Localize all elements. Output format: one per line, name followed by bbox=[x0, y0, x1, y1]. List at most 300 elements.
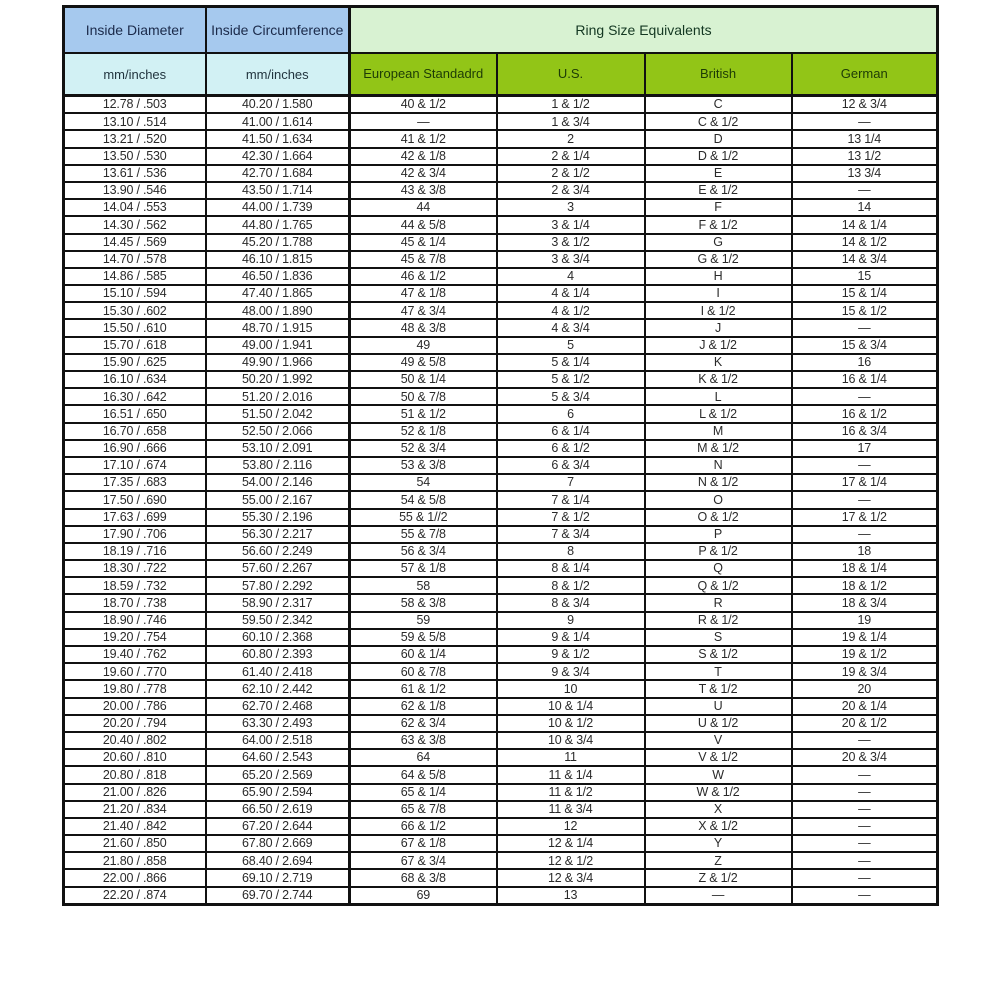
table-cell: 7 & 1/4 bbox=[497, 491, 645, 508]
table-cell: 10 & 3/4 bbox=[497, 732, 645, 749]
table-cell: 61.40 / 2.418 bbox=[206, 663, 350, 680]
table-cell: 13 bbox=[497, 887, 645, 905]
table-row bbox=[64, 234, 938, 251]
table-cell: 9 & 1/4 bbox=[497, 629, 645, 646]
table-row bbox=[64, 509, 938, 526]
table-cell: 10 & 1/2 bbox=[497, 715, 645, 732]
table-cell: 44.00 / 1.739 bbox=[206, 199, 350, 216]
table-row bbox=[64, 251, 938, 268]
table-cell: 49 bbox=[350, 337, 497, 354]
table-cell: 62.10 / 2.442 bbox=[206, 680, 350, 697]
table-cell: — bbox=[350, 113, 497, 130]
table-cell: F & 1/2 bbox=[645, 216, 792, 233]
table-cell: 46.10 / 1.815 bbox=[206, 251, 350, 268]
table-cell: 20.40 / .802 bbox=[64, 732, 206, 749]
table-cell: — bbox=[792, 113, 938, 130]
table-cell: — bbox=[792, 732, 938, 749]
table-cell: — bbox=[792, 491, 938, 508]
table-cell: C & 1/2 bbox=[645, 113, 792, 130]
table-cell: 20 & 1/2 bbox=[792, 715, 938, 732]
table-cell: 58.90 / 2.317 bbox=[206, 594, 350, 611]
table-cell: — bbox=[792, 818, 938, 835]
table-cell: 64.60 / 2.543 bbox=[206, 749, 350, 766]
subheader-circumference-units: mm/inches bbox=[206, 53, 350, 96]
table-cell: 18.90 / .746 bbox=[64, 612, 206, 629]
table-row bbox=[64, 319, 938, 336]
header-inside-circumference: Inside Circumference bbox=[206, 7, 350, 54]
table-cell: — bbox=[792, 869, 938, 886]
table-cell: 18 & 1/4 bbox=[792, 560, 938, 577]
table-cell: 14 bbox=[792, 199, 938, 216]
table-cell: 42 & 1/8 bbox=[350, 148, 497, 165]
table-cell: 49.90 / 1.966 bbox=[206, 354, 350, 371]
table-cell: 3 & 1/4 bbox=[497, 216, 645, 233]
table-cell: 5 & 3/4 bbox=[497, 388, 645, 405]
table-cell: M & 1/2 bbox=[645, 440, 792, 457]
table-cell: — bbox=[792, 457, 938, 474]
table-cell: L & 1/2 bbox=[645, 405, 792, 422]
table-cell: E bbox=[645, 165, 792, 182]
table-cell: 67.80 / 2.669 bbox=[206, 835, 350, 852]
table-row bbox=[64, 835, 938, 852]
table-cell: 17.63 / .699 bbox=[64, 509, 206, 526]
table-cell: 51.20 / 2.016 bbox=[206, 388, 350, 405]
table-cell: — bbox=[792, 388, 938, 405]
table-cell: 21.40 / .842 bbox=[64, 818, 206, 835]
table-cell: — bbox=[792, 526, 938, 543]
table-cell: 45.20 / 1.788 bbox=[206, 234, 350, 251]
table-cell: X & 1/2 bbox=[645, 818, 792, 835]
table-cell: 54 bbox=[350, 474, 497, 491]
table-cell: 49 & 5/8 bbox=[350, 354, 497, 371]
table-cell: 20.80 / .818 bbox=[64, 766, 206, 783]
table-cell: 45 & 1/4 bbox=[350, 234, 497, 251]
table-cell: 9 & 3/4 bbox=[497, 663, 645, 680]
table-cell: 13 3/4 bbox=[792, 165, 938, 182]
table-cell: 7 bbox=[497, 474, 645, 491]
table-row bbox=[64, 577, 938, 594]
table-cell: 66 & 1/2 bbox=[350, 818, 497, 835]
table-cell: 41.50 / 1.634 bbox=[206, 130, 350, 147]
table-cell: T bbox=[645, 663, 792, 680]
header-ring-size-equivalents: Ring Size Equivalents bbox=[350, 7, 938, 54]
table-cell: 20.00 / .786 bbox=[64, 698, 206, 715]
table-cell: 11 bbox=[497, 749, 645, 766]
table-cell: 42.30 / 1.664 bbox=[206, 148, 350, 165]
subheader-british: British bbox=[645, 53, 792, 96]
table-cell: 42 & 3/4 bbox=[350, 165, 497, 182]
table-row bbox=[64, 423, 938, 440]
table-cell: 13.50 / .530 bbox=[64, 148, 206, 165]
table-row bbox=[64, 388, 938, 405]
table-cell: 65.20 / 2.569 bbox=[206, 766, 350, 783]
table-cell: G & 1/2 bbox=[645, 251, 792, 268]
table-cell: 43.50 / 1.714 bbox=[206, 182, 350, 199]
table-cell: 40 & 1/2 bbox=[350, 96, 497, 114]
table-row bbox=[64, 440, 938, 457]
table-row bbox=[64, 165, 938, 182]
table-cell: 13 1/2 bbox=[792, 148, 938, 165]
table-row bbox=[64, 491, 938, 508]
table-cell: 68.40 / 2.694 bbox=[206, 852, 350, 869]
table-cell: 13 1/4 bbox=[792, 130, 938, 147]
table-cell: N bbox=[645, 457, 792, 474]
table-cell: 8 bbox=[497, 543, 645, 560]
subheader-us: U.S. bbox=[497, 53, 645, 96]
table-cell: 20 & 1/4 bbox=[792, 698, 938, 715]
table-cell: O & 1/2 bbox=[645, 509, 792, 526]
table-cell: 9 & 1/2 bbox=[497, 646, 645, 663]
table-cell: 53.80 / 2.116 bbox=[206, 457, 350, 474]
table-row bbox=[64, 354, 938, 371]
table-cell: 52 & 3/4 bbox=[350, 440, 497, 457]
table-body bbox=[64, 96, 938, 905]
table-cell: 15 & 3/4 bbox=[792, 337, 938, 354]
table-cell: 15.70 / .618 bbox=[64, 337, 206, 354]
table-row bbox=[64, 698, 938, 715]
table-cell: U & 1/2 bbox=[645, 715, 792, 732]
table-cell: 43 & 3/8 bbox=[350, 182, 497, 199]
table-cell: 15 & 1/4 bbox=[792, 285, 938, 302]
table-cell: 64 bbox=[350, 749, 497, 766]
table-cell: 13.90 / .546 bbox=[64, 182, 206, 199]
table-cell: 4 & 1/4 bbox=[497, 285, 645, 302]
table-cell: Z bbox=[645, 852, 792, 869]
table-cell: T & 1/2 bbox=[645, 680, 792, 697]
table-cell: 53.10 / 2.091 bbox=[206, 440, 350, 457]
table-cell: — bbox=[792, 835, 938, 852]
table-cell: 44.80 / 1.765 bbox=[206, 216, 350, 233]
table-row bbox=[64, 594, 938, 611]
table-cell: — bbox=[792, 784, 938, 801]
table-cell: 14 & 1/4 bbox=[792, 216, 938, 233]
table-row bbox=[64, 182, 938, 199]
table-cell: 63 & 3/8 bbox=[350, 732, 497, 749]
table-row bbox=[64, 474, 938, 491]
header-group-row bbox=[64, 7, 938, 54]
subheader-row bbox=[64, 53, 938, 96]
table-cell: 60.80 / 2.393 bbox=[206, 646, 350, 663]
table-cell: 14 & 3/4 bbox=[792, 251, 938, 268]
table-row bbox=[64, 680, 938, 697]
table-cell: 2 & 1/2 bbox=[497, 165, 645, 182]
table-cell: 54 & 5/8 bbox=[350, 491, 497, 508]
table-cell: 17.50 / .690 bbox=[64, 491, 206, 508]
table-cell: 62.70 / 2.468 bbox=[206, 698, 350, 715]
table-cell: 18.59 / .732 bbox=[64, 577, 206, 594]
table-cell: 53 & 3/8 bbox=[350, 457, 497, 474]
table-cell: 14.45 / .569 bbox=[64, 234, 206, 251]
table-cell: 66.50 / 2.619 bbox=[206, 801, 350, 818]
table-row bbox=[64, 852, 938, 869]
table-cell: 44 & 5/8 bbox=[350, 216, 497, 233]
table-cell: 8 & 1/2 bbox=[497, 577, 645, 594]
table-cell: 11 & 1/2 bbox=[497, 784, 645, 801]
table-cell: 57 & 1/8 bbox=[350, 560, 497, 577]
table-cell: 49.00 / 1.941 bbox=[206, 337, 350, 354]
table-cell: 1 & 1/2 bbox=[497, 96, 645, 114]
table-row bbox=[64, 96, 938, 114]
table-cell: 55 & 1//2 bbox=[350, 509, 497, 526]
table-cell: 48.70 / 1.915 bbox=[206, 319, 350, 336]
table-cell: 21.20 / .834 bbox=[64, 801, 206, 818]
table-row bbox=[64, 818, 938, 835]
table-row bbox=[64, 543, 938, 560]
table-cell: 57.80 / 2.292 bbox=[206, 577, 350, 594]
table-cell: 8 & 3/4 bbox=[497, 594, 645, 611]
table-cell: 18 & 3/4 bbox=[792, 594, 938, 611]
subheader-european-standard: European Standadrd bbox=[350, 53, 497, 96]
table-row bbox=[64, 560, 938, 577]
table-cell: L bbox=[645, 388, 792, 405]
table-cell: 6 & 1/4 bbox=[497, 423, 645, 440]
ring-size-conversion-table bbox=[62, 5, 939, 906]
table-cell: 9 bbox=[497, 612, 645, 629]
table-cell: S bbox=[645, 629, 792, 646]
table-cell: 47 & 3/4 bbox=[350, 302, 497, 319]
table-cell: 16.70 / .658 bbox=[64, 423, 206, 440]
table-cell: 46.50 / 1.836 bbox=[206, 268, 350, 285]
table-cell: 6 & 3/4 bbox=[497, 457, 645, 474]
table-cell: 69 bbox=[350, 887, 497, 905]
table-cell: 61 & 1/2 bbox=[350, 680, 497, 697]
table-cell: J bbox=[645, 319, 792, 336]
table-cell: G bbox=[645, 234, 792, 251]
table-cell: 16.90 / .666 bbox=[64, 440, 206, 457]
table-cell: 41.00 / 1.614 bbox=[206, 113, 350, 130]
table-cell: 47.40 / 1.865 bbox=[206, 285, 350, 302]
table-cell: 12 & 3/4 bbox=[792, 96, 938, 114]
table-cell: 12 bbox=[497, 818, 645, 835]
table-cell: 64.00 / 2.518 bbox=[206, 732, 350, 749]
table-cell: 2 & 3/4 bbox=[497, 182, 645, 199]
table-cell: 52.50 / 2.066 bbox=[206, 423, 350, 440]
table-cell: 18 & 1/2 bbox=[792, 577, 938, 594]
table-cell: 67 & 3/4 bbox=[350, 852, 497, 869]
table-row bbox=[64, 148, 938, 165]
table-cell: R & 1/2 bbox=[645, 612, 792, 629]
table-cell: 65 & 1/4 bbox=[350, 784, 497, 801]
table-cell: 22.20 / .874 bbox=[64, 887, 206, 905]
table-cell: 54.00 / 2.146 bbox=[206, 474, 350, 491]
table-cell: X bbox=[645, 801, 792, 818]
table-cell: 19 & 1/2 bbox=[792, 646, 938, 663]
table-cell: Y bbox=[645, 835, 792, 852]
table-cell: 17 bbox=[792, 440, 938, 457]
table-cell: 7 & 1/2 bbox=[497, 509, 645, 526]
table-row bbox=[64, 113, 938, 130]
table-cell: 4 & 1/2 bbox=[497, 302, 645, 319]
table-cell: 2 bbox=[497, 130, 645, 147]
table-row bbox=[64, 405, 938, 422]
table-cell: 12.78 / .503 bbox=[64, 96, 206, 114]
table-cell: 10 bbox=[497, 680, 645, 697]
table-cell: 18.30 / .722 bbox=[64, 560, 206, 577]
table-cell: 21.60 / .850 bbox=[64, 835, 206, 852]
subheader-german: German bbox=[792, 53, 938, 96]
table-cell: 19 bbox=[792, 612, 938, 629]
table-cell: 58 & 3/8 bbox=[350, 594, 497, 611]
table-cell: 14.70 / .578 bbox=[64, 251, 206, 268]
table-row bbox=[64, 732, 938, 749]
table-cell: 16 & 1/2 bbox=[792, 405, 938, 422]
table-cell: 15 bbox=[792, 268, 938, 285]
table-row bbox=[64, 869, 938, 886]
table-cell: O bbox=[645, 491, 792, 508]
table-cell: S & 1/2 bbox=[645, 646, 792, 663]
table-cell: 55.30 / 2.196 bbox=[206, 509, 350, 526]
table-cell: 17 & 1/4 bbox=[792, 474, 938, 491]
table-cell: Q bbox=[645, 560, 792, 577]
table-cell: 15.10 / .594 bbox=[64, 285, 206, 302]
table-cell: H bbox=[645, 268, 792, 285]
table-cell: 50.20 / 1.992 bbox=[206, 371, 350, 388]
table-cell: V & 1/2 bbox=[645, 749, 792, 766]
table-row bbox=[64, 526, 938, 543]
table-cell: 69.10 / 2.719 bbox=[206, 869, 350, 886]
table-cell: E & 1/2 bbox=[645, 182, 792, 199]
table-cell: 18 bbox=[792, 543, 938, 560]
table-row bbox=[64, 337, 938, 354]
table-cell: 69.70 / 2.744 bbox=[206, 887, 350, 905]
table-cell: 55.00 / 2.167 bbox=[206, 491, 350, 508]
table-cell: 13.61 / .536 bbox=[64, 165, 206, 182]
table-cell: 7 & 3/4 bbox=[497, 526, 645, 543]
table-cell: 16 & 1/4 bbox=[792, 371, 938, 388]
table-cell: W & 1/2 bbox=[645, 784, 792, 801]
table-cell: 64 & 5/8 bbox=[350, 766, 497, 783]
table-cell: 56.30 / 2.217 bbox=[206, 526, 350, 543]
table-cell: 8 & 1/4 bbox=[497, 560, 645, 577]
table-cell: U bbox=[645, 698, 792, 715]
table-cell: 19 & 3/4 bbox=[792, 663, 938, 680]
table-cell: R bbox=[645, 594, 792, 611]
table-cell: 50 & 7/8 bbox=[350, 388, 497, 405]
table-cell: 68 & 3/8 bbox=[350, 869, 497, 886]
table-cell: 16 & 3/4 bbox=[792, 423, 938, 440]
table-cell: 5 & 1/4 bbox=[497, 354, 645, 371]
table-cell: P & 1/2 bbox=[645, 543, 792, 560]
table-cell: 63.30 / 2.493 bbox=[206, 715, 350, 732]
table-cell: 12 & 1/2 bbox=[497, 852, 645, 869]
table-cell: 62 & 3/4 bbox=[350, 715, 497, 732]
table-cell: 17.35 / .683 bbox=[64, 474, 206, 491]
table-cell: M bbox=[645, 423, 792, 440]
table-cell: 48 & 3/8 bbox=[350, 319, 497, 336]
table-cell: W bbox=[645, 766, 792, 783]
table-cell: 67.20 / 2.644 bbox=[206, 818, 350, 835]
table-row bbox=[64, 629, 938, 646]
table-row bbox=[64, 302, 938, 319]
table-cell: 48.00 / 1.890 bbox=[206, 302, 350, 319]
table-cell: 56.60 / 2.249 bbox=[206, 543, 350, 560]
table-cell: 17 & 1/2 bbox=[792, 509, 938, 526]
table-cell: 15.30 / .602 bbox=[64, 302, 206, 319]
table-cell: 15 & 1/2 bbox=[792, 302, 938, 319]
table-cell: — bbox=[792, 801, 938, 818]
table-cell: 10 & 1/4 bbox=[497, 698, 645, 715]
table-cell: P bbox=[645, 526, 792, 543]
table-cell: 60 & 7/8 bbox=[350, 663, 497, 680]
table-cell: 20.60 / .810 bbox=[64, 749, 206, 766]
table-cell: 12 & 3/4 bbox=[497, 869, 645, 886]
table-cell: — bbox=[792, 182, 938, 199]
table-cell: F bbox=[645, 199, 792, 216]
table-cell: 2 & 1/4 bbox=[497, 148, 645, 165]
table-cell: 14.04 / .553 bbox=[64, 199, 206, 216]
table-cell: 45 & 7/8 bbox=[350, 251, 497, 268]
table-cell: 57.60 / 2.267 bbox=[206, 560, 350, 577]
table-cell: K bbox=[645, 354, 792, 371]
table-cell: 21.80 / .858 bbox=[64, 852, 206, 869]
table-cell: N & 1/2 bbox=[645, 474, 792, 491]
table-row bbox=[64, 663, 938, 680]
table-row bbox=[64, 199, 938, 216]
table-row bbox=[64, 766, 938, 783]
table-cell: 65 & 7/8 bbox=[350, 801, 497, 818]
table-cell: 13.21 / .520 bbox=[64, 130, 206, 147]
table-cell: 20 bbox=[792, 680, 938, 697]
table-cell: 22.00 / .866 bbox=[64, 869, 206, 886]
table-cell: 5 bbox=[497, 337, 645, 354]
table-cell: 16 bbox=[792, 354, 938, 371]
table-cell: 41 & 1/2 bbox=[350, 130, 497, 147]
table-cell: 19.80 / .778 bbox=[64, 680, 206, 697]
table-cell: 58 bbox=[350, 577, 497, 594]
table-row bbox=[64, 749, 938, 766]
table-cell: 19.40 / .762 bbox=[64, 646, 206, 663]
table-cell: 12 & 1/4 bbox=[497, 835, 645, 852]
table-cell: 3 bbox=[497, 199, 645, 216]
table-cell: 17.10 / .674 bbox=[64, 457, 206, 474]
table-cell: 11 & 3/4 bbox=[497, 801, 645, 818]
table-cell: — bbox=[792, 852, 938, 869]
table-cell: 19 & 1/4 bbox=[792, 629, 938, 646]
table-cell: K & 1/2 bbox=[645, 371, 792, 388]
table-row bbox=[64, 457, 938, 474]
table-cell: 40.20 / 1.580 bbox=[206, 96, 350, 114]
table-cell: — bbox=[792, 766, 938, 783]
table-cell: 50 & 1/4 bbox=[350, 371, 497, 388]
table-row bbox=[64, 216, 938, 233]
table-cell: I bbox=[645, 285, 792, 302]
table-cell: 44 bbox=[350, 199, 497, 216]
table-cell: 15.90 / .625 bbox=[64, 354, 206, 371]
table-cell: C bbox=[645, 96, 792, 114]
table-cell: 14 & 1/2 bbox=[792, 234, 938, 251]
table-cell: 11 & 1/4 bbox=[497, 766, 645, 783]
table-cell: 18.70 / .738 bbox=[64, 594, 206, 611]
table-cell: 46 & 1/2 bbox=[350, 268, 497, 285]
table-cell: 20.20 / .794 bbox=[64, 715, 206, 732]
table-row bbox=[64, 130, 938, 147]
table-cell: 60.10 / 2.368 bbox=[206, 629, 350, 646]
table-cell: 16.10 / .634 bbox=[64, 371, 206, 388]
table-cell: 65.90 / 2.594 bbox=[206, 784, 350, 801]
table-cell: 17.90 / .706 bbox=[64, 526, 206, 543]
table-cell: 6 & 1/2 bbox=[497, 440, 645, 457]
table-cell: 5 & 1/2 bbox=[497, 371, 645, 388]
table-cell: J & 1/2 bbox=[645, 337, 792, 354]
table-row bbox=[64, 371, 938, 388]
table-cell: 16.30 / .642 bbox=[64, 388, 206, 405]
table-cell: 14.30 / .562 bbox=[64, 216, 206, 233]
table-cell: 62 & 1/8 bbox=[350, 698, 497, 715]
table-cell: V bbox=[645, 732, 792, 749]
table-cell: 16.51 / .650 bbox=[64, 405, 206, 422]
table-cell: 55 & 7/8 bbox=[350, 526, 497, 543]
table-cell: 6 bbox=[497, 405, 645, 422]
